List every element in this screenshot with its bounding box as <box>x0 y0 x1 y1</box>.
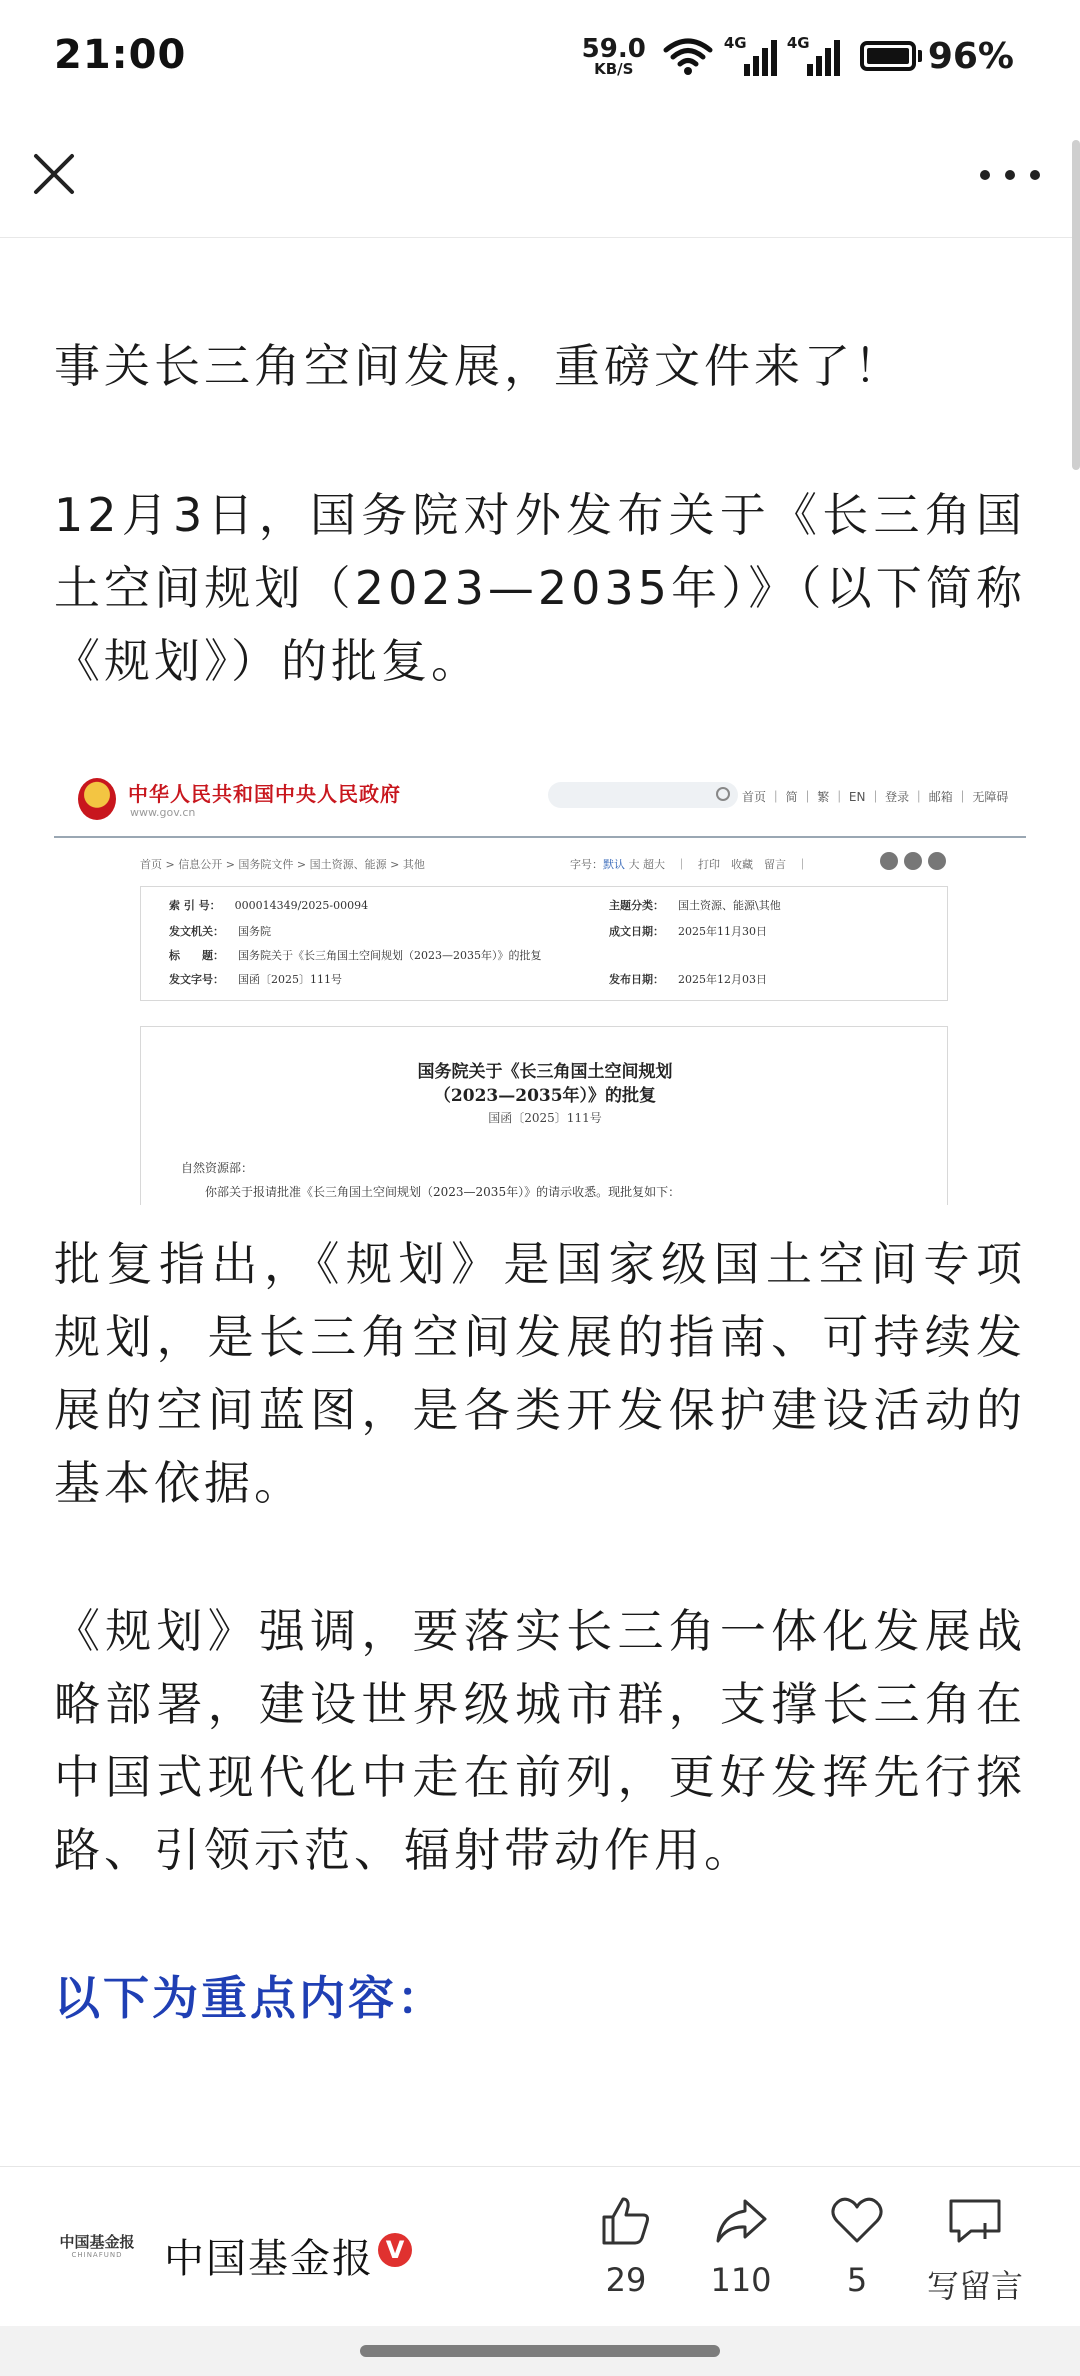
doc-body-line: 你部关于报请批准《长三角国土空间规划（2023—2035年）》的请示收悉。现批复如下： <box>205 1185 681 1199</box>
status-icons <box>582 30 1014 82</box>
national-emblem-icon <box>78 778 116 820</box>
favorite-button[interactable] <box>797 2193 917 2299</box>
meta-topic: 主题分类： 国土资源、能源\其他 <box>609 899 781 912</box>
font-size-default: 默认 <box>603 858 625 871</box>
article-paragraph: 《规划》强调，要落实长三角一体化发展战略部署，建设世界级城市群，支撑长三角在中国式现代化中走在前列，更好发挥先行探路、引领示范、辐射带动作用。 <box>54 1604 1026 1877</box>
font-size-label: 字号： <box>570 858 603 871</box>
network-speed <box>581 33 646 78</box>
article-paragraph: 批复指出，《规划》是国家级国土空间专项规划，是长三角空间发展的指南、可持续发展的空间蓝图，是各类开发保护建设活动的基本依据。 <box>54 1237 1026 1510</box>
doc-addressee: 自然资源部： <box>181 1161 254 1175</box>
battery-percent: 96% <box>927 35 1014 77</box>
account-logo-subtext: CHINAFUND <box>71 2251 123 2259</box>
heart-icon <box>829 2193 885 2249</box>
status-bar <box>0 0 1080 118</box>
meta-index: 索 引 号： 000014349/2025-00094 <box>169 899 369 912</box>
meta-date-made: 成文日期： 2025年11月30日 <box>609 925 767 938</box>
breadcrumb: 首页 > 信息公开 > 国务院文件 > 国土资源、能源 > 其他 <box>140 858 425 871</box>
account-logo[interactable] <box>56 2233 138 2259</box>
doc-number: 国函〔2025〕111号 <box>488 1111 602 1125</box>
share-button[interactable] <box>681 2193 801 2299</box>
doc-tools-rest: 大 超大 ｜ 打印 收藏 留言 ｜ <box>628 858 808 871</box>
network-speed-unit: KB/S <box>594 59 634 78</box>
article-paragraph: 12月3日，国务院对外发布关于《长三角国土空间规划（2023—2035年）》（以下简称《规划》）的批复。 <box>54 488 1026 688</box>
signal-label: 4G <box>786 34 810 52</box>
bottom-action-bar <box>0 2166 1080 2326</box>
gov-top-links: 首页 ｜ 简 ｜ 繁 ｜ EN ｜ 登录 ｜ 邮箱 ｜ 无障碍 <box>742 790 1009 804</box>
gov-site-title: 中华人民共和国中央人民政府 <box>128 782 401 806</box>
comment-label: 写留言 <box>926 2267 1023 2305</box>
doc-title-line: 国务院关于《长三角国土空间规划 <box>417 1062 673 1082</box>
gov-search-box <box>548 782 738 808</box>
scrollbar[interactable] <box>1072 140 1080 470</box>
meta-title: 标 题： 国务院关于《长三角国土空间规划（2023—2035年）》的批复 <box>169 949 542 962</box>
close-icon[interactable] <box>30 150 78 198</box>
signal-label: 4G <box>723 34 747 52</box>
doc-meta-table <box>140 886 948 1001</box>
network-speed-value: 59.0 <box>581 33 646 64</box>
highlight-heading: 以下为重点内容： <box>54 1971 446 2025</box>
meta-docnum: 发文字号： 国函〔2025〕111号 <box>169 973 342 986</box>
doc-tools <box>570 856 808 872</box>
like-count: 29 <box>605 2261 647 2299</box>
top-nav-bar <box>0 118 1080 238</box>
share-count: 110 <box>710 2261 772 2299</box>
home-pill[interactable] <box>360 2345 720 2357</box>
document-screenshot-image[interactable] <box>54 760 1026 1205</box>
favorite-count: 5 <box>846 2261 868 2299</box>
gov-site-domain: www.gov.cn <box>130 806 196 819</box>
search-icon <box>716 787 730 801</box>
wifi-icon <box>662 36 714 76</box>
meta-issuer: 发文机关： 国务院 <box>169 925 271 938</box>
like-icon <box>598 2193 654 2249</box>
verified-badge: V <box>378 2233 412 2267</box>
signal-icon <box>787 36 840 76</box>
article-paragraph: 事关长三角空间发展，重磅文件来了！ <box>54 339 904 393</box>
more-icon[interactable] <box>980 160 1040 190</box>
meta-pub-date: 发布日期： 2025年12月03日 <box>609 973 767 986</box>
doc-content-box <box>140 1026 948 1205</box>
share-icons <box>880 852 946 870</box>
like-button[interactable] <box>566 2193 686 2299</box>
status-time: 21:00 <box>54 32 187 78</box>
comment-button[interactable] <box>915 2193 1035 2307</box>
account-logo-text: 中国基金报 <box>59 2233 135 2251</box>
account-name[interactable]: 中国基金报 <box>164 2236 374 2282</box>
battery-icon <box>860 36 1014 77</box>
share-icon <box>713 2193 769 2249</box>
signal-icon <box>724 36 777 76</box>
home-indicator[interactable] <box>0 2326 1080 2376</box>
doc-title-line: （2023—2035年）》的批复 <box>433 1086 657 1106</box>
comment-icon <box>945 2193 1005 2249</box>
gov-site-header <box>54 760 1026 838</box>
